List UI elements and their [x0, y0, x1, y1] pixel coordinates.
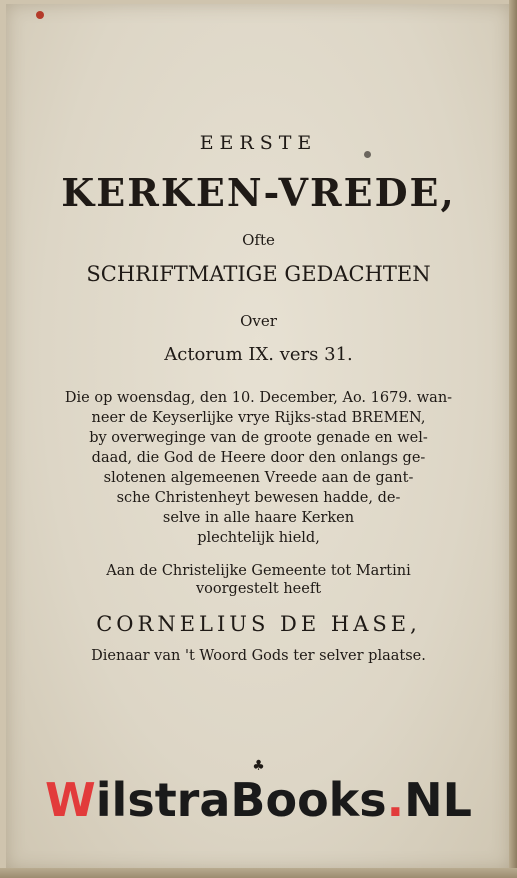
page-bottom-edge: [0, 868, 517, 878]
author-name: CORNELIUS DE HASE,: [96, 612, 421, 636]
body-line: daad, die God de Heere door den onlangs ge-: [91, 450, 426, 466]
watermark-name: ilstraBooks: [95, 773, 387, 827]
title-schriftmatige: SCHRIFTMATIGE GEDACHTEN: [86, 262, 431, 286]
watermark-logo: [0, 773, 517, 827]
body-line: selve in alle haare Kerken: [162, 510, 355, 526]
body-line: slotenen algemeenen Vreede aan de gant-: [103, 470, 414, 486]
watermark-dot: .: [386, 773, 405, 827]
dedication-line: Aan de Christelijke Gemeente tot Martini: [106, 563, 411, 579]
author-role: Dienaar van 't Woord Gods ter selver plaatse.: [91, 648, 426, 664]
dedication-line: voorgestelt heeft: [195, 581, 322, 597]
title-eerste: EERSTE: [199, 132, 318, 154]
title-ofte: Ofte: [242, 231, 275, 249]
body-line: Die op woensdag, den 10. December, Ao. 1679. wan-: [64, 390, 453, 406]
watermark-first-letter: W: [45, 773, 96, 827]
body-line: neer de Keyserlijke vrye Rijks-stad BREMEN,: [91, 410, 426, 426]
title-actorum: Actorum IX. vers 31.: [164, 344, 353, 365]
ink-spot: [36, 11, 44, 19]
body-line: sche Christenheyt bewesen hadde, de-: [116, 490, 401, 506]
title-kerken-vrede: KERKEN-VREDE,: [61, 170, 456, 215]
body-line: plechtelijk hield,: [197, 530, 320, 546]
printer-ornament-icon: ♣: [252, 758, 265, 774]
watermark-tld: NL: [404, 773, 472, 827]
title-over: Over: [240, 312, 277, 330]
body-line: by overweginge van de groote genade en wel-: [89, 430, 428, 446]
